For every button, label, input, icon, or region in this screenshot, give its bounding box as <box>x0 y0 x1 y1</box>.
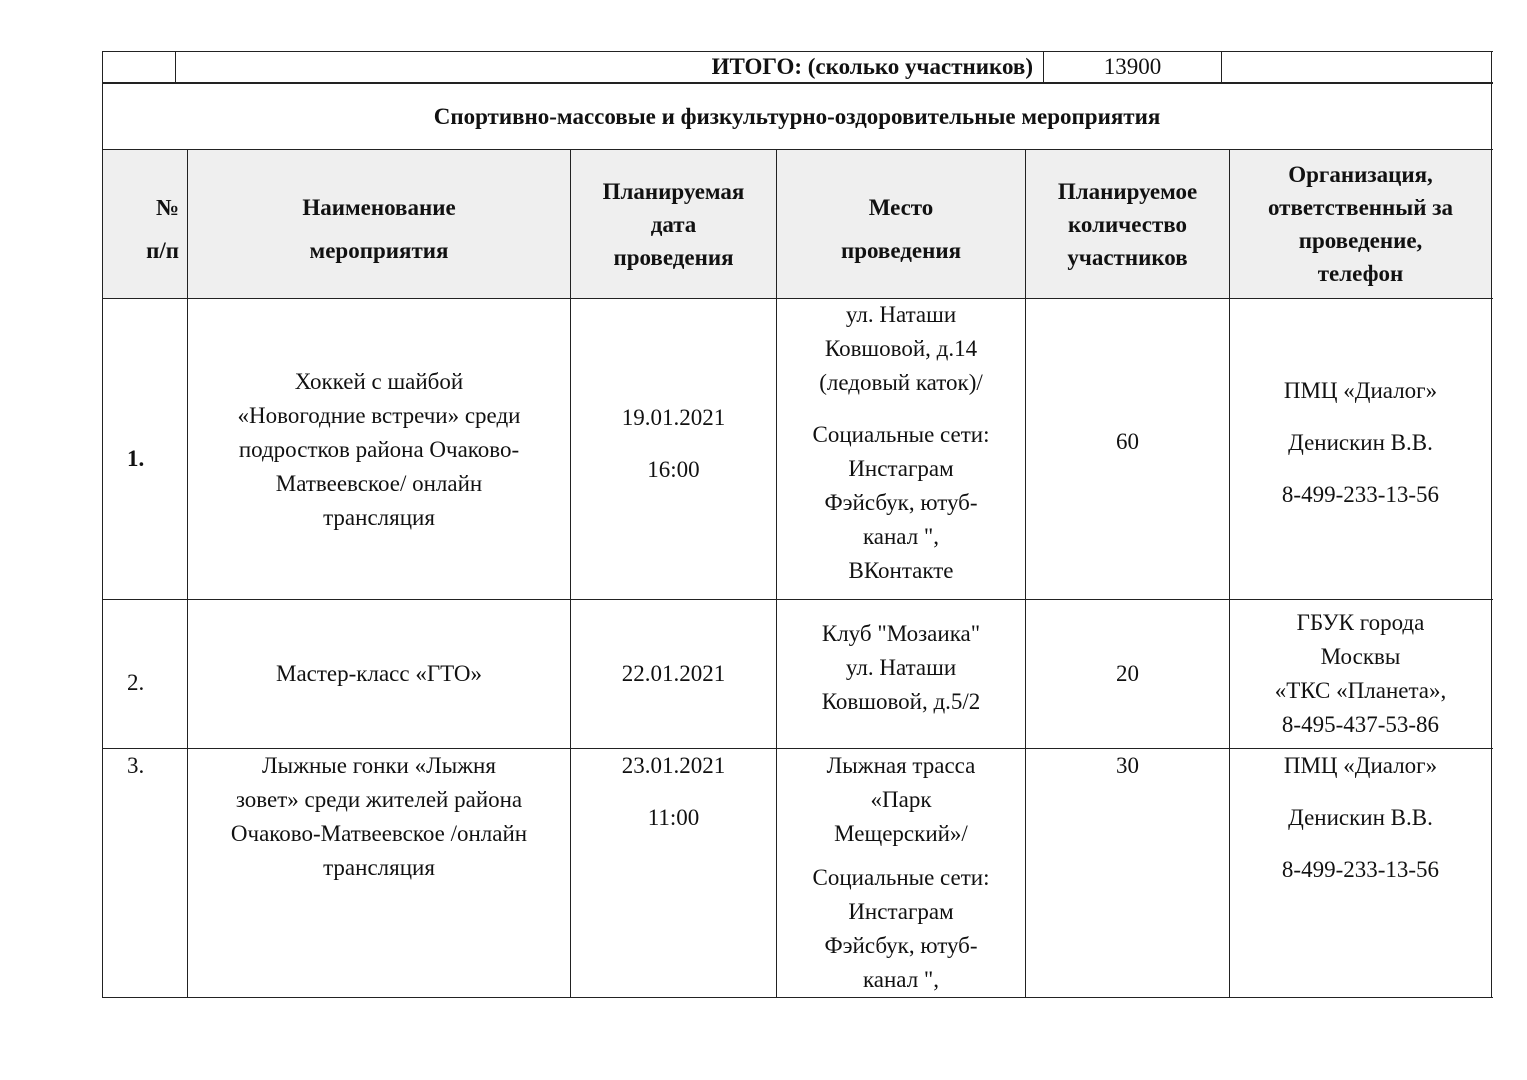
header-count-line-1: Планируемое <box>1057 178 1198 204</box>
row-1-phone-text: 8-499-233-13-56 <box>1281 481 1440 507</box>
total-value-cell <box>1044 52 1221 82</box>
row-1-person-text: Денискин В.В. <box>1288 429 1433 455</box>
row-1-place-line: ул. Наташи <box>845 302 957 327</box>
row-1-name-line: подростков района Очаково- <box>238 436 520 462</box>
row-2-num-text: 2. <box>127 670 145 695</box>
row-2-org-line: ГБУК города <box>1296 609 1425 635</box>
row-1-place-line: канал ", <box>862 524 940 549</box>
total-label: ИТОГО: (сколько участников) <box>711 54 1033 79</box>
row-3-name-line: Очаково-Матвеевское /онлайн <box>230 821 528 846</box>
header-org <box>1230 150 1491 298</box>
header-date-line-2: дата <box>650 211 697 237</box>
row-2-num <box>103 600 187 748</box>
row-3-count <box>1026 749 1229 997</box>
header-org-line-4: телефон <box>1317 261 1404 286</box>
row-2-count-text: 20 <box>1116 661 1139 686</box>
row-2-place <box>777 600 1025 748</box>
row-1-count-text: 60 <box>1116 428 1139 454</box>
row-3-place-line: Социальные сети: <box>812 865 990 890</box>
row-3-place-line: Фэйсбук, ютуб- <box>824 933 978 958</box>
row-1-name <box>188 300 570 599</box>
table-border <box>102 997 1493 998</box>
row-2-org-line: «ТКС «Планета», <box>1274 677 1447 703</box>
row-1-date-text: 19.01.2021 <box>621 404 726 430</box>
row-1-num-text: 1. <box>127 445 145 471</box>
row-1-org-text: ПМЦ «Диалог» <box>1283 377 1438 403</box>
row-3-name <box>188 749 570 997</box>
total-label-cell <box>176 52 1043 82</box>
row-3-count-text: 30 <box>1116 753 1139 778</box>
row-2-org-line: 8-495-437-53-86 <box>1281 711 1440 737</box>
row-3-place-line: Мещерский»/ <box>834 821 968 846</box>
row-3-place-line: «Парк <box>870 787 932 812</box>
header-org-line-3: проведение, <box>1298 228 1423 253</box>
row-2-org <box>1230 599 1491 748</box>
header-num-line-1: № <box>155 194 179 220</box>
header-date <box>571 150 776 298</box>
row-1-name-line: трансляция <box>323 504 435 530</box>
row-1-time-text: 16:00 <box>647 456 700 482</box>
row-1-place-line: ВКонтакте <box>848 558 954 583</box>
row-3-person-text: Денискин В.В. <box>1288 805 1433 830</box>
row-3-time-text: 11:00 <box>647 805 700 830</box>
header-name-line-2: мероприятия <box>309 237 449 263</box>
row-1-name-line: Матвеевское/ онлайн <box>275 470 483 496</box>
table-border <box>1491 51 1492 998</box>
header-date-line-1: Планируемая <box>602 178 745 204</box>
row-1-place-line: Инстаграм <box>848 456 954 481</box>
row-2-name-line: Мастер-класс «ГТО» <box>276 661 482 686</box>
row-2-date <box>571 600 776 748</box>
row-3-name-line: трансляция <box>323 855 435 880</box>
header-org-line-2: ответственный за <box>1267 195 1454 220</box>
row-1-num <box>103 300 187 599</box>
row-3-place-line: Инстаграм <box>848 899 954 924</box>
row-3-date <box>571 749 776 997</box>
row-3-place-line: Лыжная трасса <box>826 753 976 778</box>
row-1-place-line: (ледовый каток)/ <box>819 370 983 395</box>
row-1-place-line: Социальные сети: <box>812 422 990 447</box>
row-2-count <box>1026 600 1229 748</box>
header-place <box>777 150 1025 298</box>
row-1-date <box>571 300 776 599</box>
row-2-place-line: Ковшовой, д.5/2 <box>821 689 981 714</box>
row-2-org-line: Москвы <box>1320 643 1401 669</box>
section-title-cell <box>103 84 1491 149</box>
row-3-num <box>103 749 187 997</box>
row-1-count <box>1026 300 1229 599</box>
row-3-org <box>1230 749 1491 997</box>
header-name <box>188 150 570 298</box>
row-1-name-line: «Новогодние встречи» среди <box>237 402 521 428</box>
table-border <box>1221 51 1222 83</box>
row-1-place-line: Фэйсбук, ютуб- <box>824 490 978 515</box>
row-3-num-text: 3. <box>127 753 145 778</box>
row-2-place-line: Клуб "Мозаика" <box>821 621 981 646</box>
row-3-name-line: зовет» среди жителей района <box>235 787 523 812</box>
row-3-date-text: 23.01.2021 <box>621 753 726 778</box>
header-num-line-2: п/п <box>146 237 179 263</box>
row-2-name <box>188 600 570 748</box>
row-1-name-line: Хоккей с шайбой <box>294 368 464 394</box>
row-3-org-text: ПМЦ «Диалог» <box>1283 753 1438 778</box>
row-2-place-line: ул. Наташи <box>845 655 957 680</box>
row-3-name-line: Лыжные гонки «Лыжня <box>262 753 496 778</box>
header-org-line-1: Организация, <box>1288 162 1433 187</box>
row-3-place-line: канал ", <box>862 967 940 992</box>
header-num <box>103 150 187 298</box>
header-place-line-2: проведения <box>840 237 962 263</box>
section-title: Спортивно-массовые и физкультурно-оздоровительные мероприятия <box>433 104 1161 129</box>
header-name-line-1: Наименование <box>302 194 456 220</box>
total-value: 13900 <box>1103 54 1162 79</box>
row-1-place-line: Ковшовой, д.14 <box>824 336 978 361</box>
row-1-org <box>1230 300 1491 599</box>
row-1-place <box>777 298 1025 599</box>
header-count-line-3: участников <box>1067 244 1188 270</box>
header-count <box>1026 150 1229 298</box>
header-date-line-3: проведения <box>613 244 734 270</box>
row-3-place <box>777 749 1025 997</box>
header-count-line-2: количество <box>1067 211 1188 237</box>
header-place-line-1: Место <box>868 194 934 220</box>
row-2-date-text: 22.01.2021 <box>621 661 726 686</box>
row-3-phone-text: 8-499-233-13-56 <box>1281 857 1440 882</box>
